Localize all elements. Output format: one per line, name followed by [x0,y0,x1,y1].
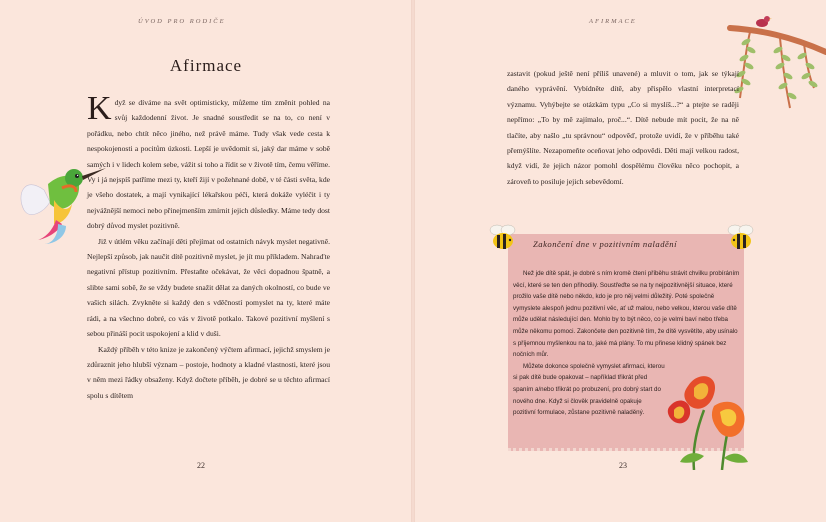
tip-box-paragraph-2: Můžete dokonce společně vymyslet afirmaci, kterou si pak dítě bude opakovat – například třikrát před spaním a/nebo třikrát po probuzení, pro dobrý start do nového dne. Když si člověk pravidelně opakuje pozitivní formulace, zůstane pozitivně naladěný. [513,362,665,417]
flowers-illustration [664,366,754,470]
right-running-head: AFIRMACE [589,18,637,25]
page-title: Afirmace [169,56,243,75]
bee-icon [724,222,758,252]
paragraph-1-text: dyž se díváme na svět optimisticky, můžeme tím změnit pohled na svůj každodenní život. Je snadné soustředit se na to, co není v pořádku, nebo chtít něco jiného, než právě máme. Tudy však vede cesta k nespokojenosti a pocitům úzkosti. Lepší je uvědomit si, jaký dar máme v sobě samých i v lidech kolem sebe, vážit si toho a řídit se v životě tím, čemu věříme. Vy i já nejspíš patříme mezi ty, kteří žijí v požehnané době, v té části světa, kde je všeho dostatek, a mají vynikající lékařskou péči, která dokáže vyléčit i ty nejvážnější nemoci nebo přinejmenším zmírnit jejich důsledky. Máme tedy dost dobrý důvod myslet pozitivně. [87,98,330,231]
hummingbird-illustration [14,140,106,245]
right-page-number: 23 [619,461,627,470]
paragraph-1 [87,90,330,234]
left-body [87,90,330,403]
tip-box-title: Zakončení dne v pozitivním naladění [533,239,677,249]
drop-cap: K [87,90,112,127]
tip-box-paragraph-1: Než jde dítě spát, je dobré s ním kromě čtení příběhu strávit chvilku probíráním věcí, které se ten den přihodily. Soustřeďte se na ty nejpozitivnější situace, které prožilo vaše dítě nebo někdo, kdo je pro něj velmi důležitý. Poté společně vymyslete alespoň jednu pozitivní věc, ať už malou, nebo velkou, kterou vaše dítě může udělat následující den. Mohlo by to být něco, co je velmi baví nebo třeba může někomu pomoci. Zakončete den pozitivně tím, že dítě vysvětíte, aby usínalo s příjemnou myšlenkou na to, jaké má plány. To mu přinese klidný spánek bez nočních můr. [513,270,740,359]
gutter [411,0,415,522]
left-running-head: ÚVOD PRO RODIČE [138,18,226,25]
bee-icon [486,222,520,252]
paragraph-2: Již v útlém věku začínají děti přejímat od ostatních návyk myslet negativně. Nejlepší způsob, jak naučit dítě pozitivně myslet, je jít mu příkladem. Nahraďte negativní přístup pozitivním. Přestaňte očekávat, že věci dopadnou špatně, a slibte sami sobě, že se vždy budete snažit dělat za daných okolností, co bude ve vašich silách. Zvykněte si každý den s vděčností pomyslet na ty, které máte rádi, a na všechno dobré, co vás v životě potkalo. Takové pozitivní myšlení s sebou přináší pocit uspokojení a klid v duši. [87,236,330,339]
left-page-number: 22 [197,461,205,470]
paragraph-3: Každý příběh v této knize je zakončený výčtem afirmací, jejichž smyslem je zdůraznit jeho hlubší význam – postoje, hodnoty a kladné vlastnosti, které jsou v něm mezi řádky obsaženy. Když dočtete příběh, je dobré se u těchto afirmací spolu s dítětem [87,344,330,400]
right-paragraph: zastavit (pokud ještě není příliš unavené) a mluvit o tom, jak se týkají daného vyprávění. Vybídněte dítě, aby přispělo vlastní interpretací významu. Vyhýbejte se otázkám typu „Co si myslíš...?“ a ptejte se raději nepřímo: „To by mě zajímalo, proč...“. Dítě nebude mít pocit, že na ně tlačíte, aby našlo „tu správnou“ odpověď, protože uvidí, že v příběhu také přemýšlíte. Nezapomeňte oceňovat jeho odpovědi. Děti mají velkou radost, když vidí, že jejich názor pomohl dospělému člověku něco pochopit, a zároveň to posiluje jejich sebevědomí. [507,69,739,186]
right-body [507,66,739,189]
